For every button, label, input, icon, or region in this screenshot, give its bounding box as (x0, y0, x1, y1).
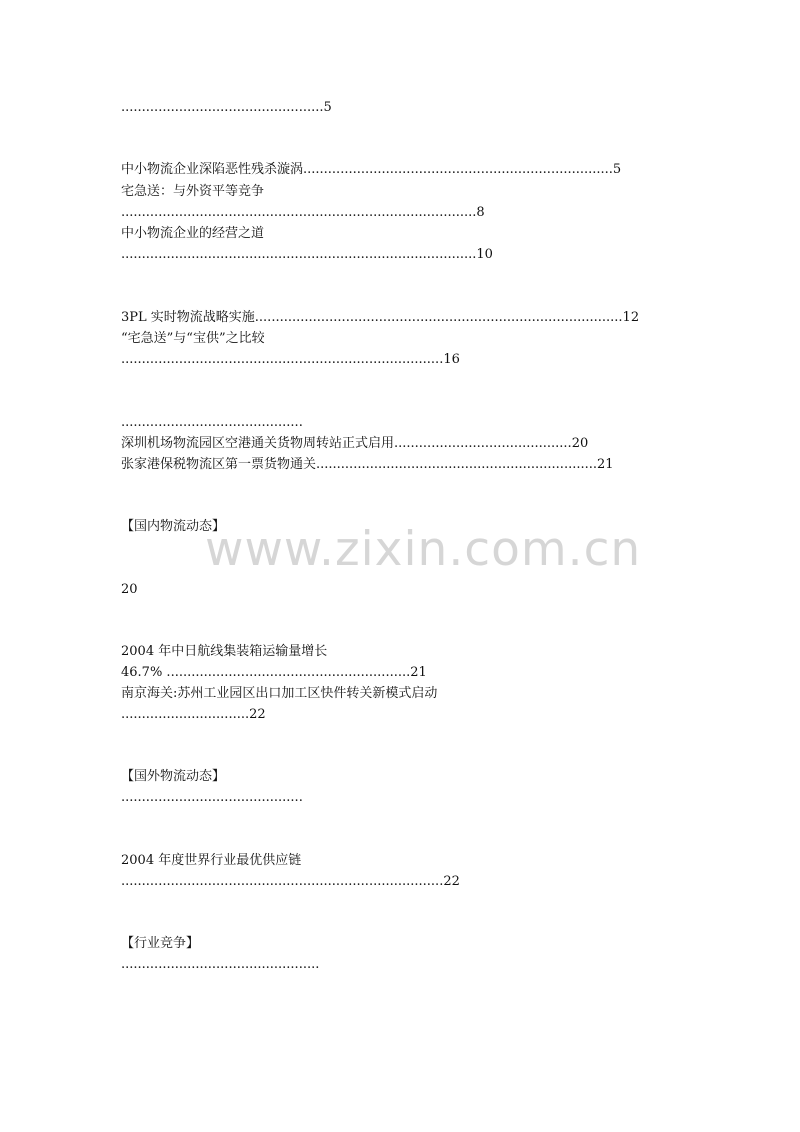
section-heading-competition: 【行业竞争】 (121, 936, 200, 951)
watermark: www.zixin.com.cn (205, 522, 642, 577)
toc-entry-shenzhen-airport: 深圳机场物流园区空港通关货物周转站正式启用...........................................20 (121, 436, 589, 451)
toc-leader-dots-competition: ................................................ (121, 957, 320, 972)
toc-leader-page-22-b: ..............................................................................22 (121, 874, 460, 889)
toc-entry-zhangjiagang: 张家港保税物流区第一票货物通关....................................................................21 (121, 457, 614, 472)
toc-leader-dots: ............................................ (121, 415, 303, 430)
toc-entry-3pl-strategy: 3PL 实时物流战略实施.........................................................................................12 (121, 310, 640, 325)
toc-entry-zjs-vs-baogong: “宅急送”与“宝供”之比较 (121, 331, 265, 346)
toc-leader-page-10: ......................................................................................10 (121, 247, 493, 262)
toc-entry-nanjing-customs: 南京海关:苏州工业园区出口加工区快件转关新模式启动 (121, 686, 438, 701)
toc-leader-page-22-a: ...............................22 (121, 707, 266, 722)
toc-leader-dots-foreign: ............................................ (121, 790, 303, 805)
toc-leader-page-8: ......................................................................................8 (121, 205, 485, 220)
section-heading-foreign: 【国外物流动态】 (121, 769, 226, 784)
toc-leader-page-21: 46.7% ...........................................................21 (121, 665, 427, 680)
toc-page-number-20: 20 (121, 582, 138, 597)
toc-entry-best-supply-chain: 2004 年度世界行业最优供应链 (121, 853, 302, 868)
toc-leader-page-16: ..............................................................................16 (121, 352, 460, 367)
toc-entry-malicious-competition: 中小物流企业深陷恶性残杀漩涡...........................................................................5 (121, 162, 622, 177)
toc-entry-china-japan-container: 2004 年中日航线集装箱运输量增长 (121, 644, 328, 659)
toc-entry-operation-way: 中小物流企业的经营之道 (121, 226, 265, 241)
toc-leader-page-5: .................................................5 (121, 100, 332, 115)
toc-entry-zjs-competition: 宅急送：与外资平等竞争 (121, 184, 265, 199)
section-heading-domestic: 【国内物流动态】 (121, 519, 226, 534)
